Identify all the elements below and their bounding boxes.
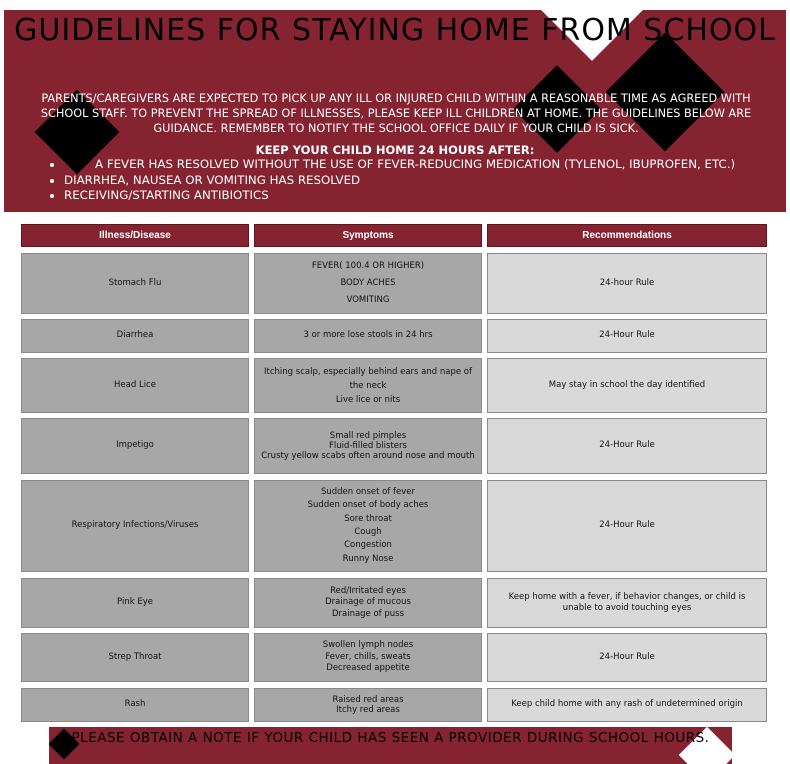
symptoms-cell: Small red pimples Fluid-filled blisters Crusty yellow scabs often around nose and mouth [254, 418, 482, 474]
illness-cell: Respiratory Infections/Viruses [21, 480, 249, 572]
intro-paragraph: PARENTS/CAREGIVERS ARE EXPECTED TO PICK UP ANY ILL OR INJURED CHILD WITHIN A REASONABLE TIME AS AGREED WITH SCHOOL STAFF. TO PREVENT THE SPREAD OF ILLNESSES, PLEASE KEEP ILL CHILDREN AT HOME. THE GUIDELINES BELOW ARE GUIDANCE. REMEMBER TO NOTIFY THE SCHOOL OFFICE DAILY IF YOUR CHILD IS SICK. [40, 92, 752, 135]
footer-banner [49, 727, 732, 764]
page-title: GUIDELINES FOR STAYING HOME FROM SCHOOL [14, 13, 776, 48]
recommendation-cell: 24-Hour Rule [487, 480, 767, 572]
recommendation-cell: Keep home with a fever, if behavior changes, or child is unable to avoid touching eyes [487, 578, 767, 628]
keep-home-heading: KEEP YOUR CHILD HOME 24 HOURS AFTER: [255, 143, 535, 157]
header-banner [4, 10, 786, 212]
recommendation-cell: 24-Hour Rule [487, 633, 767, 682]
illness-cell: Head Lice [21, 358, 249, 413]
column-header-recommendations: Recommendations [487, 224, 767, 247]
illness-cell: Pink Eye [21, 578, 249, 628]
illness-cell: Stomach Flu [21, 253, 249, 314]
list-item: • RECEIVING/STARTING ANTIBIOTICS [64, 188, 735, 204]
recommendation-cell: 24-Hour Rule [487, 418, 767, 474]
keep-home-list [48, 157, 735, 204]
illness-cell: Rash [21, 688, 249, 722]
recommendation-cell: May stay in school the day identified [487, 358, 767, 413]
illness-cell: Impetigo [21, 418, 249, 474]
symptoms-cell: Itching scalp, especially behind ears and nape of the neck Live lice or nits [254, 358, 482, 413]
symptoms-cell: Red/Irritated eyes Drainage of mucous Drainage of puss [254, 578, 482, 628]
recommendation-cell: 24-hour Rule [487, 253, 767, 314]
recommendation-cell: Keep child home with any rash of undetermined origin [487, 688, 767, 722]
footer-note: PLEASE OBTAIN A NOTE IF YOUR CHILD HAS SEEN A PROVIDER DURING SCHOOL HOURS. [71, 730, 710, 746]
illness-cell: Strep Throat [21, 633, 249, 682]
symptoms-cell: FEVER( 100.4 OR HIGHER) BODY ACHES VOMITING [254, 253, 482, 314]
list-item: • DIARRHEA, NAUSEA OR VOMITING HAS RESOLVED [64, 173, 735, 189]
symptoms-cell: Swollen lymph nodes Fever, chills, sweats Decreased appetite [254, 633, 482, 682]
illness-cell: Diarrhea [21, 319, 249, 353]
symptoms-cell: Sudden onset of fever Sudden onset of body aches Sore throat Cough Congestion Runny Nose [254, 480, 482, 572]
column-header-illness: Illness/Disease [21, 224, 249, 247]
list-item: • A FEVER HAS RESOLVED WITHOUT THE USE OF FEVER-REDUCING MEDICATION (TYLENOL, IBUPROFEN, ETC.) [64, 157, 735, 173]
recommendation-cell: 24-Hour Rule [487, 319, 767, 353]
symptoms-cell: Raised red areas Itchy red areas [254, 688, 482, 722]
symptoms-cell: 3 or more lose stools in 24 hrs [254, 319, 482, 353]
column-header-symptoms: Symptoms [254, 224, 482, 247]
